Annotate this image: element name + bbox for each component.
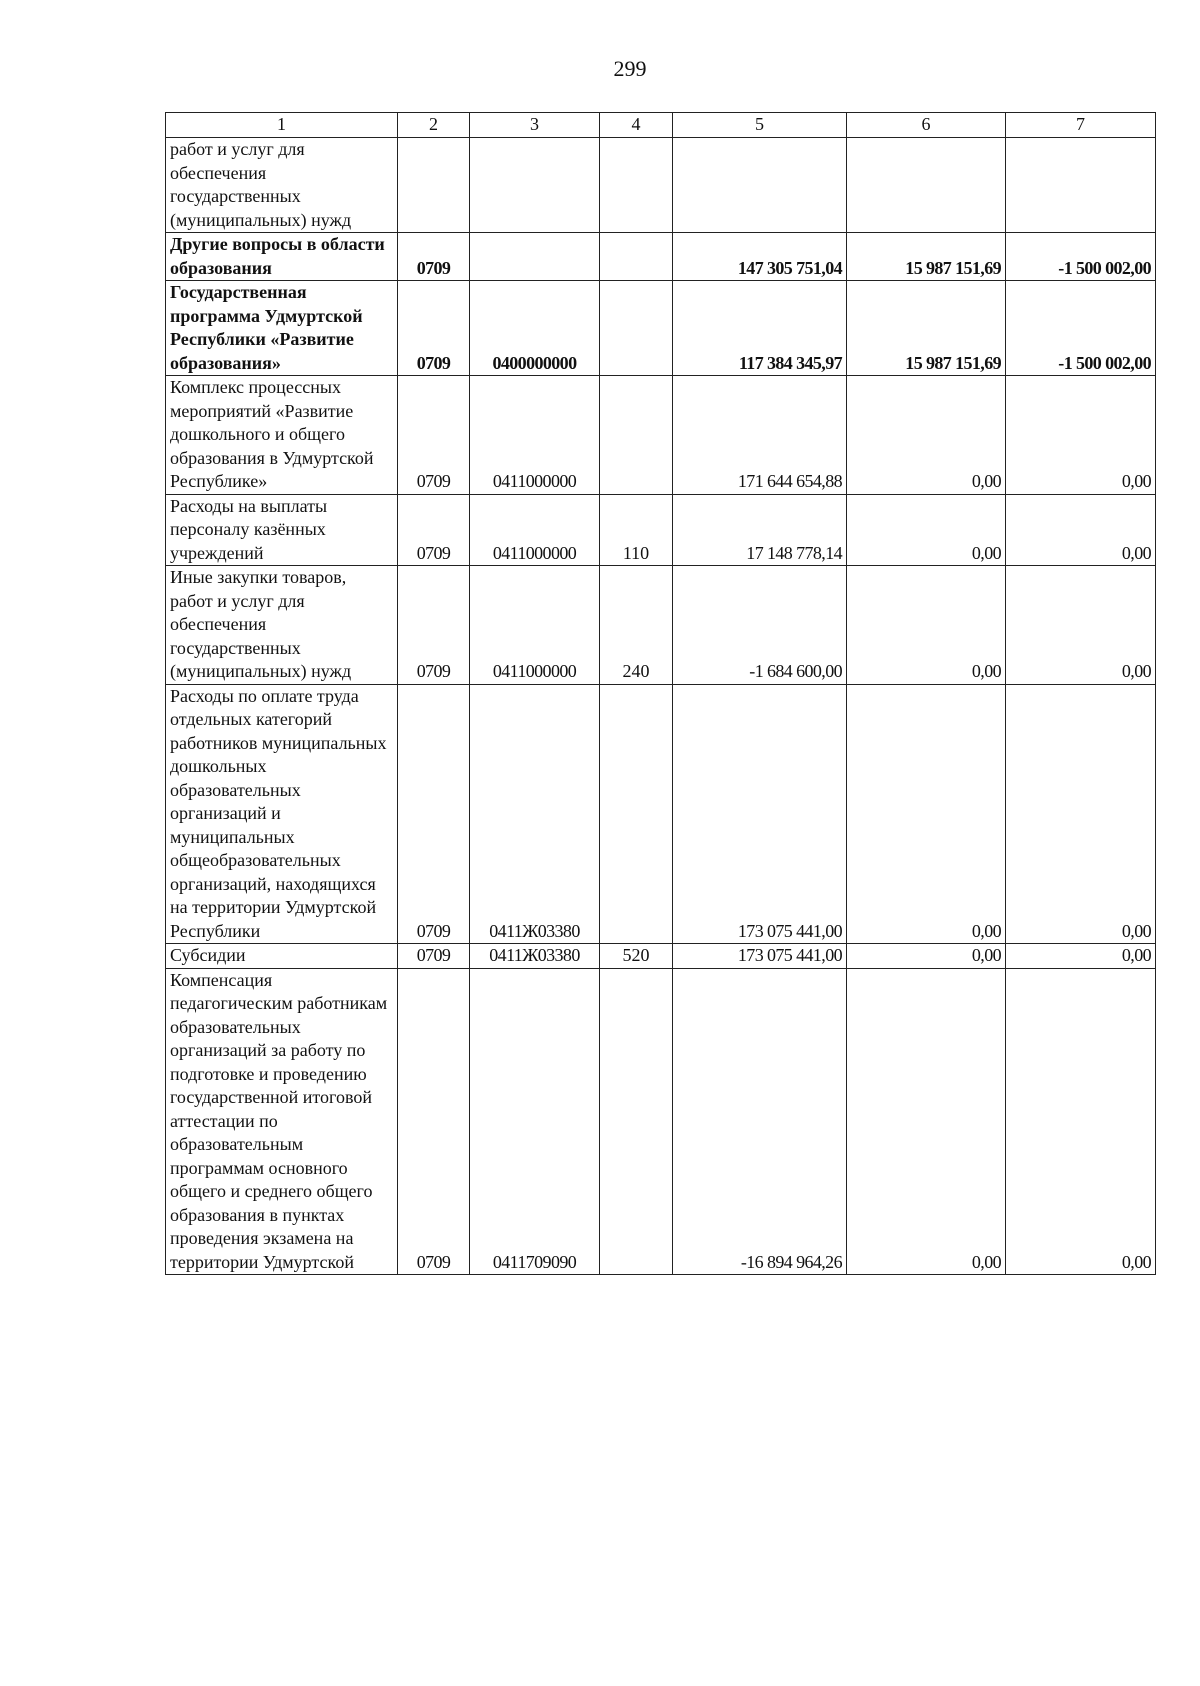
table-row (166, 944, 1156, 969)
expense-name: Субсидии (166, 944, 398, 969)
amount-col-6: 0,00 (847, 494, 1006, 566)
section-code: 0709 (398, 944, 470, 969)
section-code: 0709 (398, 566, 470, 685)
amount-col-7: -1 500 002,00 (1006, 281, 1156, 376)
column-header: 6 (847, 113, 1006, 138)
section-code: 0709 (398, 968, 470, 1275)
amount-col-7: 0,00 (1006, 376, 1156, 495)
target-article-code: 0411Ж03380 (470, 944, 600, 969)
expense-type-code (600, 376, 673, 495)
expense-name: Расходы на выплаты персоналу казённых учреждений (166, 494, 398, 566)
amount-col-6: 0,00 (847, 566, 1006, 685)
expense-type-code (600, 684, 673, 944)
expense-type-code (600, 968, 673, 1275)
amount-col-5: 147 305 751,04 (673, 233, 847, 281)
target-article-code (470, 138, 600, 233)
table-row (166, 684, 1156, 944)
expense-name: работ и услуг для обеспечения государственных (муниципальных) нужд (166, 138, 398, 233)
table-row (166, 566, 1156, 685)
amount-col-7: 0,00 (1006, 944, 1156, 969)
column-header: 4 (600, 113, 673, 138)
table-row (166, 138, 1156, 233)
column-header: 5 (673, 113, 847, 138)
amount-col-5: 173 075 441,00 (673, 684, 847, 944)
expense-name: Другие вопросы в области образования (166, 233, 398, 281)
table-row (166, 376, 1156, 495)
target-article-code: 0411000000 (470, 376, 600, 495)
page-number: 299 (613, 56, 647, 81)
amount-col-5: -16 894 964,26 (673, 968, 847, 1275)
amount-col-7: 0,00 (1006, 566, 1156, 685)
section-code: 0709 (398, 233, 470, 281)
column-header: 2 (398, 113, 470, 138)
amount-col-7: -1 500 002,00 (1006, 233, 1156, 281)
expense-type-code: 240 (600, 566, 673, 685)
amount-col-5: -1 684 600,00 (673, 566, 847, 685)
expense-type-code: 520 (600, 944, 673, 969)
section-code: 0709 (398, 494, 470, 566)
budget-table (165, 112, 1156, 1275)
amount-col-7: 0,00 (1006, 494, 1156, 566)
amount-col-6 (847, 138, 1006, 233)
amount-col-7 (1006, 138, 1156, 233)
amount-col-6: 0,00 (847, 944, 1006, 969)
target-article-code: 0400000000 (470, 281, 600, 376)
amount-col-7: 0,00 (1006, 968, 1156, 1275)
expense-name: Иные закупки товаров, работ и услуг для обеспечения государственных (муниципальных) нужд (166, 566, 398, 685)
section-code (398, 138, 470, 233)
target-article-code (470, 233, 600, 281)
amount-col-6: 0,00 (847, 684, 1006, 944)
amount-col-6: 0,00 (847, 968, 1006, 1275)
column-header: 1 (166, 113, 398, 138)
amount-col-5: 117 384 345,97 (673, 281, 847, 376)
amount-col-5: 17 148 778,14 (673, 494, 847, 566)
expense-name: Расходы по оплате труда отдельных категорий работников муниципальных дошкольных образовательных организаций и муниципальных общеобразовательных организаций, находящихся на территории Удмуртской Республики (166, 684, 398, 944)
amount-col-5: 173 075 441,00 (673, 944, 847, 969)
table-row (166, 494, 1156, 566)
target-article-code: 0411000000 (470, 494, 600, 566)
expense-name: Компенсация педагогическим работникам образовательных организаций за работу по подготовке и проведению государственной итоговой аттестации по образовательным программам основного общего и среднего общего образования в пунктах проведения экзамена на территории Удмуртской (166, 968, 398, 1275)
column-number-row (166, 113, 1156, 138)
target-article-code: 0411000000 (470, 566, 600, 685)
amount-col-5 (673, 138, 847, 233)
expense-type-code (600, 281, 673, 376)
section-code: 0709 (398, 281, 470, 376)
expense-name: Комплекс процессных мероприятий «Развитие дошкольного и общего образования в Удмуртской Республике» (166, 376, 398, 495)
amount-col-5: 171 644 654,88 (673, 376, 847, 495)
amount-col-6: 0,00 (847, 376, 1006, 495)
target-article-code: 0411Ж03380 (470, 684, 600, 944)
amount-col-7: 0,00 (1006, 684, 1156, 944)
expense-type-code: 110 (600, 494, 673, 566)
expense-type-code (600, 233, 673, 281)
section-code: 0709 (398, 684, 470, 944)
table-row (166, 233, 1156, 281)
column-header: 3 (470, 113, 600, 138)
table-row (166, 281, 1156, 376)
section-code: 0709 (398, 376, 470, 495)
expense-name: Государственная программа Удмуртской Республики «Развитие образования» (166, 281, 398, 376)
table-row (166, 968, 1156, 1275)
expense-type-code (600, 138, 673, 233)
amount-col-6: 15 987 151,69 (847, 281, 1006, 376)
column-header: 7 (1006, 113, 1156, 138)
amount-col-6: 15 987 151,69 (847, 233, 1006, 281)
target-article-code: 0411709090 (470, 968, 600, 1275)
